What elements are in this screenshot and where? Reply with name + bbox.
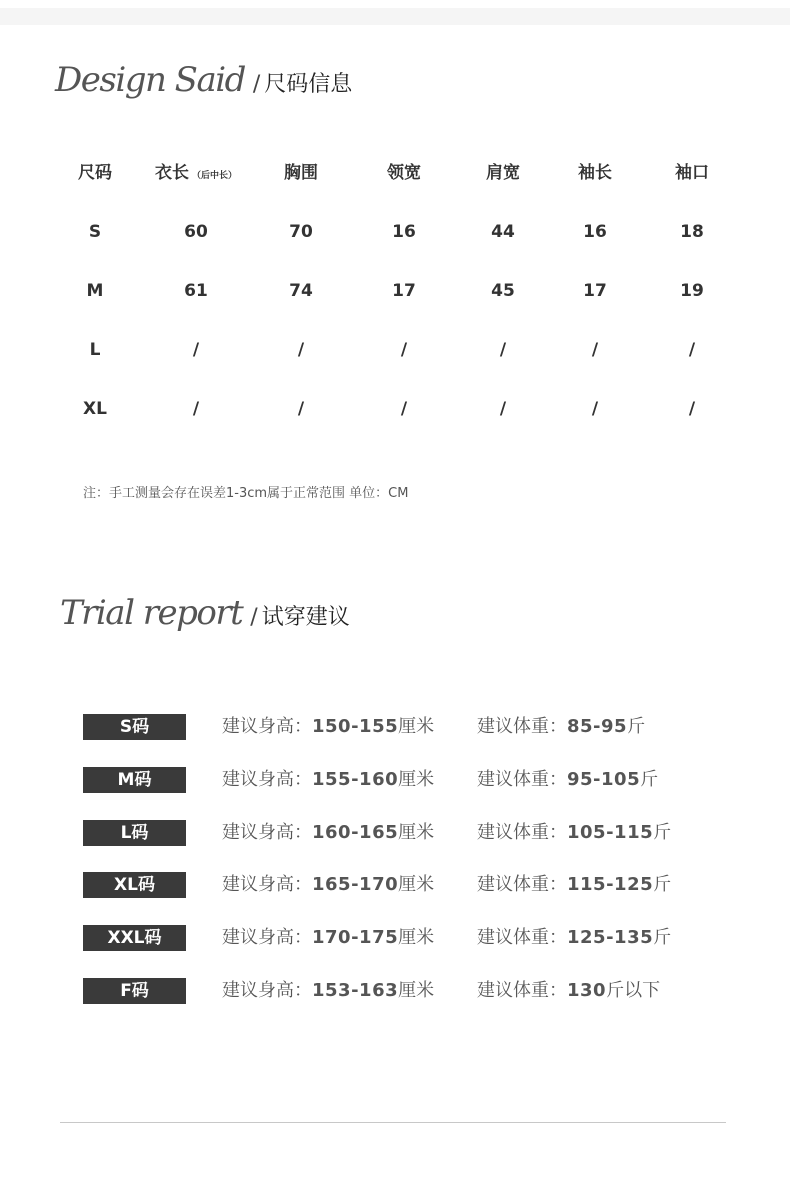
- design-said-script-title: Design Said: [55, 60, 245, 100]
- height-unit: 厘米: [398, 927, 435, 949]
- suggested-height: [222, 925, 434, 951]
- trial-report-script-title: Trial report: [60, 593, 243, 633]
- weight-value: 115-125: [567, 874, 654, 896]
- table-cell: 45: [491, 281, 515, 301]
- height-label: 建议身高：: [222, 927, 312, 949]
- weight-label: 建议体重：: [477, 821, 567, 843]
- column-header: [146, 150, 246, 199]
- suggested-height: [222, 767, 434, 793]
- table-cell: 17: [583, 281, 607, 301]
- weight-unit: 斤: [653, 927, 672, 949]
- table-cell: /: [688, 399, 696, 419]
- suggested-height: [222, 978, 434, 1004]
- weight-value: 95-105: [567, 768, 641, 790]
- suggested-weight: [477, 925, 671, 951]
- table-row: [0, 268, 790, 327]
- table-row: [0, 386, 790, 445]
- size-info-heading: [55, 60, 352, 110]
- weight-label: 建议体重：: [477, 979, 567, 1001]
- weight-value: 125-135: [567, 927, 654, 949]
- size-label-cell: S: [88, 222, 102, 242]
- column-header-sublabel: （后中长）: [191, 171, 237, 181]
- suggested-weight: [477, 714, 645, 740]
- title-slash: /: [250, 605, 258, 630]
- recommendation-row: [0, 820, 790, 873]
- column-header: [545, 150, 645, 196]
- table-cell: 44: [491, 222, 515, 242]
- size-badge: M码: [83, 767, 186, 793]
- size-badge: L码: [83, 820, 186, 846]
- size-badge: F码: [83, 978, 186, 1004]
- height-unit: 厘米: [398, 979, 435, 1001]
- table-cell: /: [192, 340, 200, 360]
- height-label: 建议身高：: [222, 768, 312, 790]
- suggested-height: [222, 872, 434, 898]
- suggested-weight: [477, 820, 671, 846]
- height-value: 160-165: [312, 821, 399, 843]
- column-header: [453, 150, 553, 196]
- height-unit: 厘米: [398, 874, 435, 896]
- table-cell: /: [400, 399, 408, 419]
- top-banner-strip: [0, 8, 790, 25]
- table-cell: 70: [289, 222, 313, 242]
- column-header-label: 袖口: [675, 163, 709, 183]
- size-label-cell: XL: [83, 399, 107, 419]
- column-header: [45, 150, 145, 196]
- table-cell: /: [400, 340, 408, 360]
- size-info-title: 尺码信息: [264, 72, 353, 97]
- table-cell: 61: [184, 281, 208, 301]
- height-label: 建议身高：: [222, 874, 312, 896]
- suggested-height: [222, 820, 434, 846]
- column-header-label: 尺码: [78, 163, 112, 183]
- table-cell: /: [297, 340, 305, 360]
- weight-unit: 斤: [627, 716, 646, 737]
- table-cell: 16: [583, 222, 607, 242]
- table-cell: 16: [392, 222, 416, 242]
- weight-value: 105-115: [567, 821, 654, 843]
- column-header-label: 衣长: [154, 163, 189, 183]
- table-cell: /: [591, 399, 599, 419]
- weight-unit: 斤: [640, 768, 659, 790]
- weight-label: 建议体重：: [477, 768, 567, 790]
- size-label-cell: M: [86, 281, 104, 301]
- height-unit: 厘米: [398, 768, 435, 790]
- suggested-weight: [477, 978, 660, 1004]
- weight-value: 85-95: [567, 716, 628, 737]
- weight-label: 建议体重：: [477, 874, 567, 896]
- suggested-weight: [477, 767, 658, 793]
- table-cell: 18: [680, 222, 704, 242]
- table-cell: /: [192, 399, 200, 419]
- size-badge: XXL码: [83, 925, 186, 951]
- weight-label: 建议体重：: [477, 716, 567, 737]
- table-header-row: [0, 150, 790, 209]
- recommendation-row: [0, 767, 790, 820]
- column-header: [251, 150, 351, 196]
- height-label: 建议身高：: [222, 979, 312, 1001]
- table-cell: 74: [289, 281, 313, 301]
- recommendation-row: [0, 978, 790, 1031]
- table-cell: 17: [392, 281, 416, 301]
- title-slash: /: [252, 72, 261, 97]
- height-label: 建议身高：: [222, 716, 312, 737]
- column-header-label: 胸围: [284, 163, 318, 183]
- table-cell: /: [499, 340, 507, 360]
- measurement-note: 注：手工测量会存在误差1-3cm属于正常范围 单位：CM: [83, 486, 409, 501]
- recommendation-row: [0, 925, 790, 978]
- weight-unit: 斤: [653, 874, 672, 896]
- column-header: [642, 150, 742, 196]
- table-row: [0, 209, 790, 268]
- recommendation-row: [0, 714, 790, 767]
- weight-value: 130: [567, 979, 607, 1001]
- height-value: 170-175: [312, 927, 399, 949]
- table-row: [0, 327, 790, 386]
- table-cell: /: [591, 340, 599, 360]
- trial-report-heading: [60, 593, 350, 643]
- size-badge: XL码: [83, 872, 186, 898]
- size-table: [0, 150, 790, 445]
- table-cell: /: [297, 399, 305, 419]
- table-cell: /: [499, 399, 507, 419]
- height-value: 155-160: [312, 768, 399, 790]
- weight-unit: 斤: [653, 821, 672, 843]
- column-header-label: 袖长: [578, 163, 612, 183]
- column-header: [354, 150, 454, 196]
- size-badge: S码: [83, 714, 186, 740]
- fit-recommendation-list: [0, 714, 790, 1031]
- trial-report-title: 试穿建议: [261, 605, 350, 630]
- height-value: 150-155: [312, 716, 399, 737]
- size-label-cell: L: [89, 340, 101, 360]
- height-unit: 厘米: [398, 716, 435, 737]
- height-unit: 厘米: [398, 821, 435, 843]
- recommendation-row: [0, 872, 790, 925]
- suggested-weight: [477, 872, 671, 898]
- suggested-height: [222, 714, 434, 740]
- column-header-label: 肩宽: [486, 163, 520, 183]
- table-cell: /: [688, 340, 696, 360]
- bottom-divider: [60, 1122, 726, 1123]
- column-header-label: 领宽: [387, 163, 421, 183]
- height-label: 建议身高：: [222, 821, 312, 843]
- weight-label: 建议体重：: [477, 927, 567, 949]
- height-value: 165-170: [312, 874, 399, 896]
- table-cell: 19: [680, 281, 704, 301]
- table-cell: 60: [184, 222, 208, 242]
- weight-unit: 斤以下: [606, 979, 661, 1001]
- height-value: 153-163: [312, 979, 399, 1001]
